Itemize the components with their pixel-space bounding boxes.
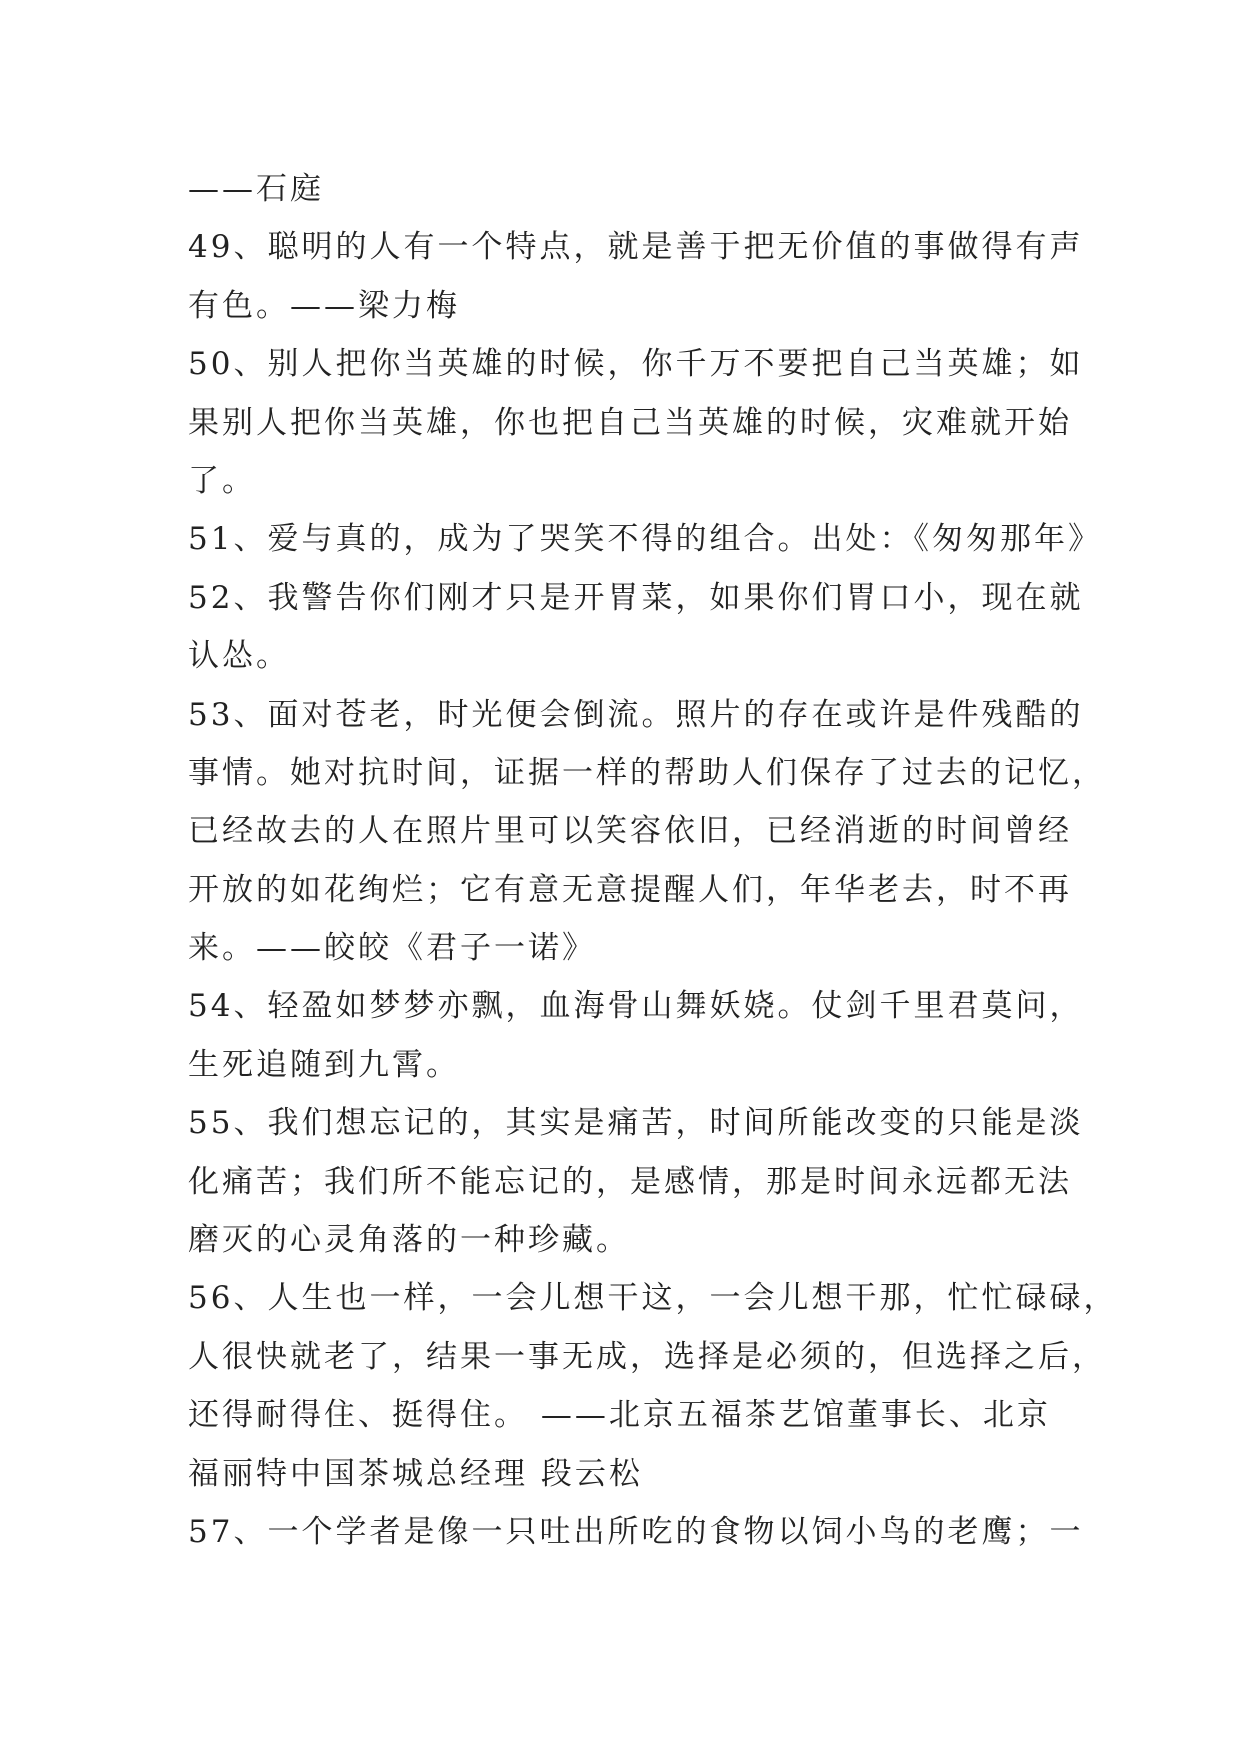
text-line: 开放的如花绚烂；它有意无意提醒人们，年华老去，时不再 [188,871,1072,908]
text-line: 果别人把你当英雄，你也把自己当英雄的时候，灾难就开始 [188,404,1072,441]
text-line: 55、我们想忘记的，其实是痛苦，时间所能改变的只能是淡 [188,1105,1084,1142]
text-line: 49、聪明的人有一个特点，就是善于把无价值的事做得有声 [188,229,1084,266]
text-line: 53、面对苍老，时光便会倒流。照片的存在或许是件残酷的 [188,696,1084,733]
text-line: 生死追随到九霄。 [188,1046,460,1083]
text-line: 51、爱与真的，成为了哭笑不得的组合。出处：《匆匆那年》 [188,521,1102,558]
document-body [188,160,1118,1561]
text-line: 已经故去的人在照片里可以笑容依旧，已经消逝的时间曾经 [188,813,1072,850]
text-line: 54、轻盈如梦梦亦飘，血海骨山舞妖娆。仗剑千里君莫问， [188,988,1084,1025]
text-line: 磨灭的心灵角落的一种珍藏。 [188,1222,630,1259]
text-line: 还得耐得住、挺得住。 ——北京五福茶艺馆董事长、北京 [188,1397,1051,1434]
text-line: 人很快就老了，结果一事无成，选择是必须的，但选择之后， [188,1338,1106,1375]
text-line: 57、一个学者是像一只吐出所吃的食物以饲小鸟的老鹰；一 [188,1513,1084,1550]
text-line: 52、我警告你们刚才只是开胃菜，如果你们胃口小，现在就 [188,579,1084,616]
text-line: 有色。——梁力梅 [188,287,460,324]
text-line: 认怂。 [188,638,290,675]
text-line: 50、别人把你当英雄的时候，你千万不要把自己当英雄；如 [188,346,1084,383]
text-line: 事情。她对抗时间，证据一样的帮助人们保存了过去的记忆， [188,754,1106,791]
text-line: 来。——皎皎《君子一诺》 [188,930,596,967]
text-line: 福丽特中国茶城总经理 段云松 [188,1455,643,1492]
text-line: 56、人生也一样，一会儿想干这，一会儿想干那，忙忙碌碌， [188,1280,1118,1317]
text-line: ——石庭 [188,171,324,207]
text-line: 了。 [188,462,256,499]
text-line: 化痛苦；我们所不能忘记的，是感情，那是时间永远都无法 [188,1163,1072,1200]
